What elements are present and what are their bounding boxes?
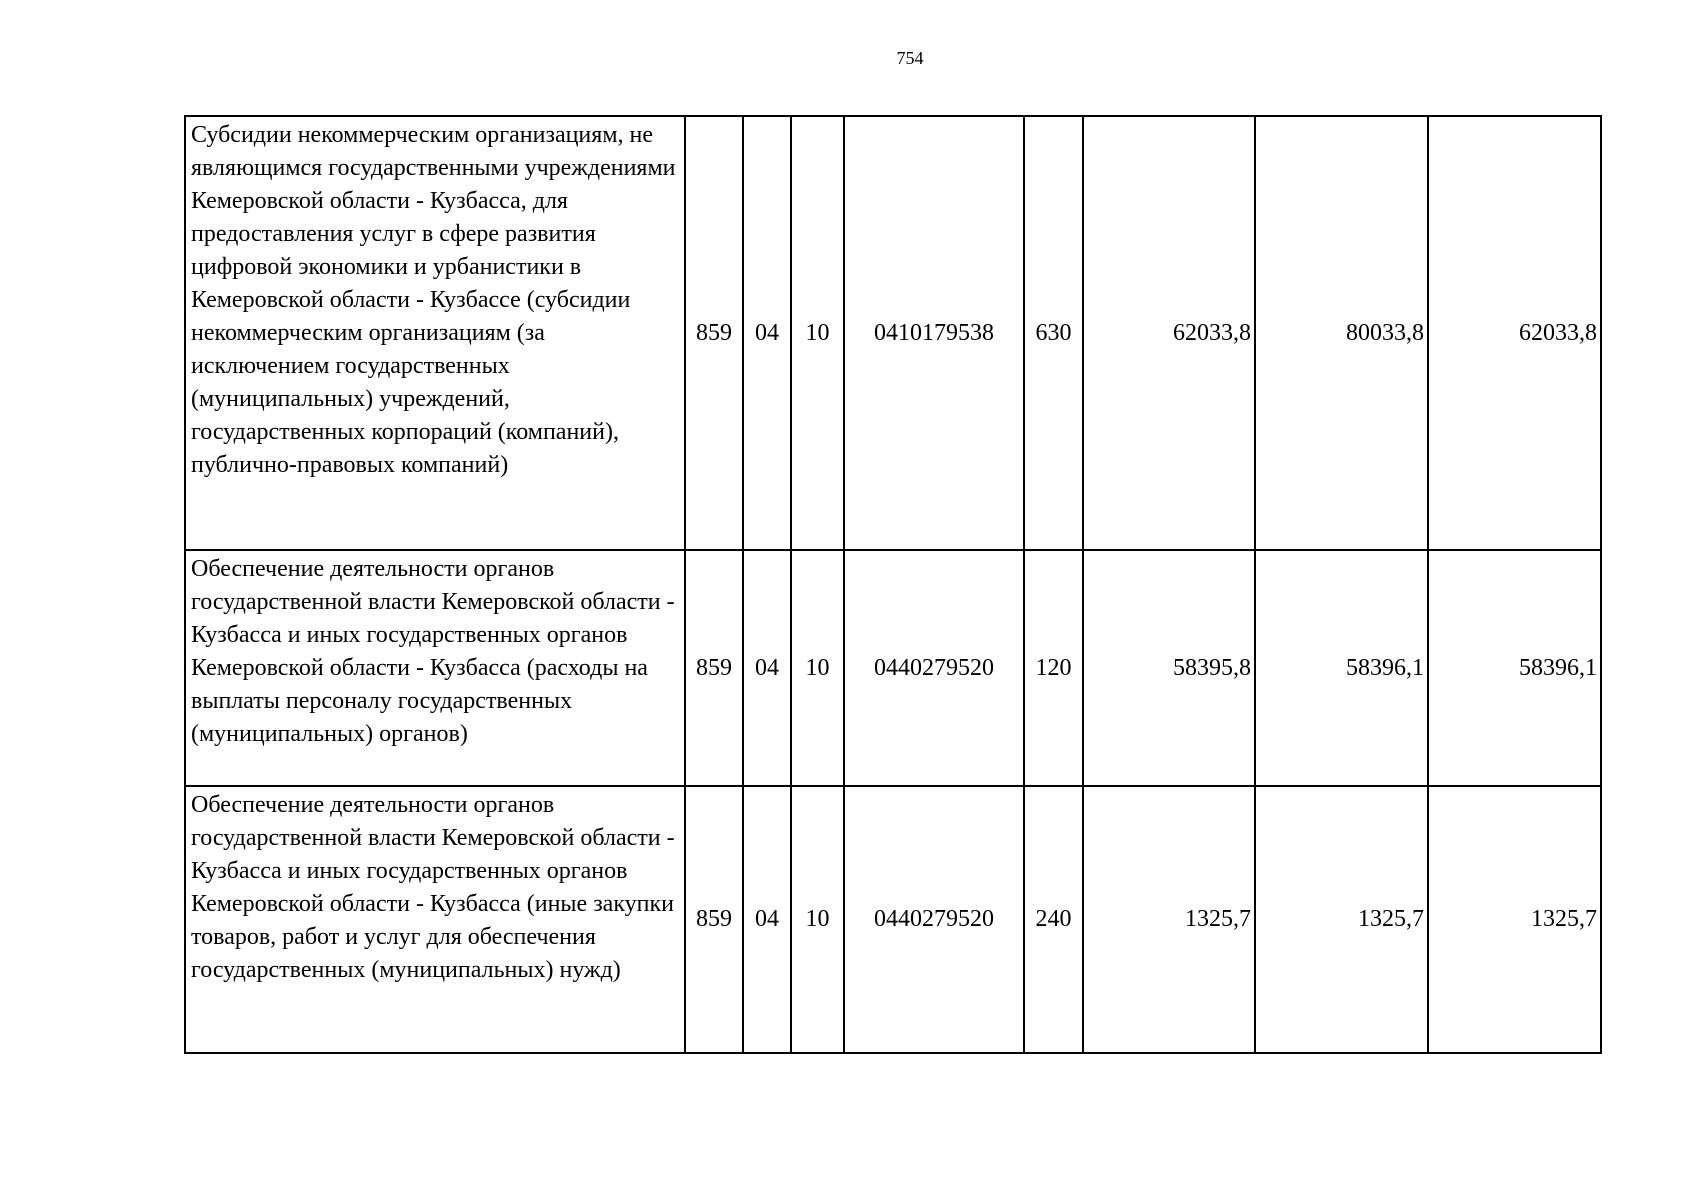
target-article-cell: 0440279520	[844, 786, 1024, 1053]
section-code-cell: 04	[743, 116, 791, 550]
page-number: 754	[896, 48, 924, 68]
expense-name-cell: Обеспечение деятельности органов государственной власти Кемеровской области - Кузбасса и иных государственных органов Кемеровской области - Кузбасса (иные закупки товаров, работ и услуг для обеспечения государственных (муниципальных) нужд)	[185, 786, 685, 1053]
expense-type-cell: 240	[1024, 786, 1083, 1053]
subsection-code-cell: 10	[791, 786, 844, 1053]
amount-cell: 58395,8	[1083, 550, 1255, 786]
subsection-code-cell: 10	[791, 550, 844, 786]
expense-type-cell: 120	[1024, 550, 1083, 786]
amount-cell: 58396,1	[1428, 550, 1601, 786]
section-code-cell: 04	[743, 550, 791, 786]
table-row	[185, 786, 1601, 1053]
subsection-code-cell: 10	[791, 116, 844, 550]
amount-cell: 1325,7	[1428, 786, 1601, 1053]
amount-cell: 62033,8	[1428, 116, 1601, 550]
expense-name-cell: Обеспечение деятельности органов государственной власти Кемеровской области - Кузбасса и иных государственных органов Кемеровской области - Кузбасса (расходы на выплаты персоналу государственных (муниципальных) органов)	[185, 550, 685, 786]
amount-cell: 62033,8	[1083, 116, 1255, 550]
budget-table	[184, 115, 1602, 1054]
target-article-cell: 0410179538	[844, 116, 1024, 550]
amount-cell: 80033,8	[1255, 116, 1428, 550]
amount-cell: 58396,1	[1255, 550, 1428, 786]
section-code-cell: 04	[743, 786, 791, 1053]
ministry-code-cell: 859	[685, 550, 743, 786]
target-article-cell: 0440279520	[844, 550, 1024, 786]
table-row	[185, 550, 1601, 786]
table-row	[185, 116, 1601, 550]
ministry-code-cell: 859	[685, 786, 743, 1053]
amount-cell: 1325,7	[1255, 786, 1428, 1053]
expense-type-cell: 630	[1024, 116, 1083, 550]
expense-name-cell: Субсидии некоммерческим организациям, не являющимся государственными учреждениями Кемеровской области - Кузбасса, для предоставления услуг в сфере развития цифровой экономики и урбанистики в Кемеровской области - Кузбассе (субсидии некоммерческим организациям (за исключением государственных (муниципальных) учреждений, государственных корпораций (компаний), публично-правовых компаний)	[185, 116, 685, 550]
amount-cell: 1325,7	[1083, 786, 1255, 1053]
ministry-code-cell: 859	[685, 116, 743, 550]
